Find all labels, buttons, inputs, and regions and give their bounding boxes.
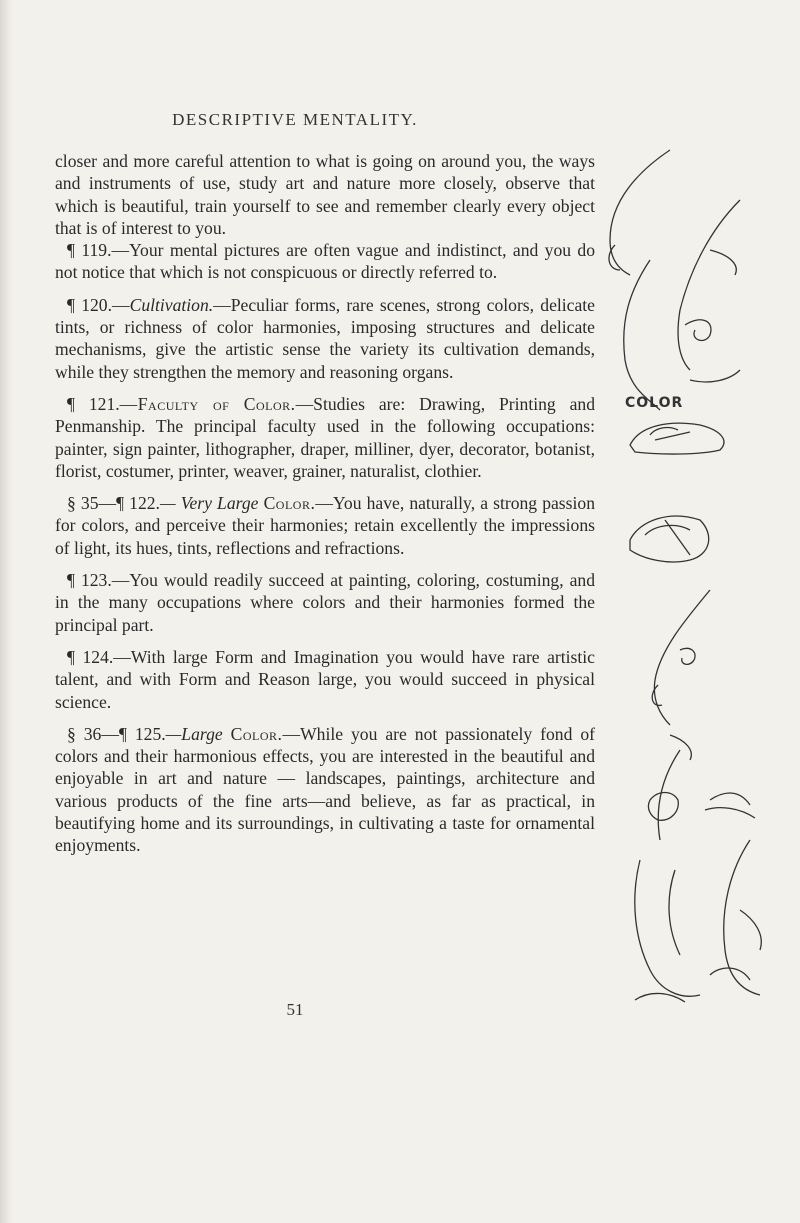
paragraph-title: —Faculty of Color. [119,393,296,414]
paragraph-120: ¶ 120.—Cultivation.—Peculiar forms, rare scenes, strong colors, delicate tints, or richness of color harmonies, imposing structures and delicate mechanisms, give the artistic sense the variety its cultivation demands, while they strengthen the memory and reasoning organs. [55,294,595,382]
paragraph-number: ¶ 120. [67,294,112,315]
body-text [55,150,595,867]
paragraph-number: § 36—¶ 125. [67,723,166,744]
page-number: 51 [286,1000,304,1019]
paragraph-continuation: closer and more careful attention to what is going on around you, the ways and instruments of use, study art and nature more closely, observe that which is beautiful, train yourself to see and remember clearly every object that is of interest to you. [55,151,595,238]
margin-ornament-illustration [590,140,790,1020]
paragraph-119 [55,239,595,284]
paragraph-124 [55,646,595,713]
paragraph-title: — Very Large [159,493,259,514]
paragraph-number: ¶ 119. [67,240,112,261]
paragraph-title-sc: Color. [263,493,316,514]
paragraph-123 [55,569,595,636]
paragraph-text: —Your mental pictures are often vague and indistinct, and you do not notice that which is not conspicuous or directly referred to. [55,240,595,283]
paragraph-title: Cultivation. [129,294,214,315]
paragraph-number: ¶ 121. [67,393,120,414]
paragraph-title-sc: Color. [230,723,283,744]
paragraph-125 [55,723,595,857]
paragraph-text: —You would readily succeed at painting, coloring, costuming, and in the many occupations where colors and their harmonies formed the principal part. [55,570,595,635]
paragraph-number: ¶ 124. [67,646,114,667]
paragraph-text: —You have, naturally, a strong passion for colors, and perceive their harmonies; retain excellently the impressions of light, its hues, tints, reflections and refractions. [55,493,595,558]
paragraph-text: —With large Form and Imagination you would have rare artistic talent, and with Form and Reason large, you would succeed in physical science. [55,646,595,712]
paragraph-number: § 35—¶ 122. [67,493,160,514]
paragraph-121 [55,393,595,482]
paragraph-title: —Large [165,723,223,744]
margin-label-color: COLOR [625,395,684,411]
paragraph-text: —While you are not passionately fond of colors and their harmonious effects, you are interested in the beautiful and enjoyable in art and nature — landscapes, paintings, architecture and various products of the fine arts—and believe, as far as practical, in beautifying home and its surroundings, in cultivating a taste for ornamental enjoyments. [55,723,596,856]
paragraph-number: ¶ 123. [67,570,112,591]
paragraph-122 [55,492,595,559]
paragraph-text: —Peculiar forms, rare scenes, strong colors, delicate tints, or richness of color harmonies, imposing structures and delicate mechanisms, give the artistic sense the variety its cultivation demands, while they strengthen the memory and reasoning organs. [55,294,595,382]
running-header: DESCRIPTIVE MENTALITY. [172,110,418,129]
binding-edge [0,0,14,1223]
paragraph-text: —Studies are: Drawing, Printing and Penmanship. The principal faculty used in the following occupations: painter, sign painter, lithographer, draper, milliner, dyer, decorator, botanist, florist, costumer, printer, weaver, grainer, naturalist, clothier. [55,393,595,481]
